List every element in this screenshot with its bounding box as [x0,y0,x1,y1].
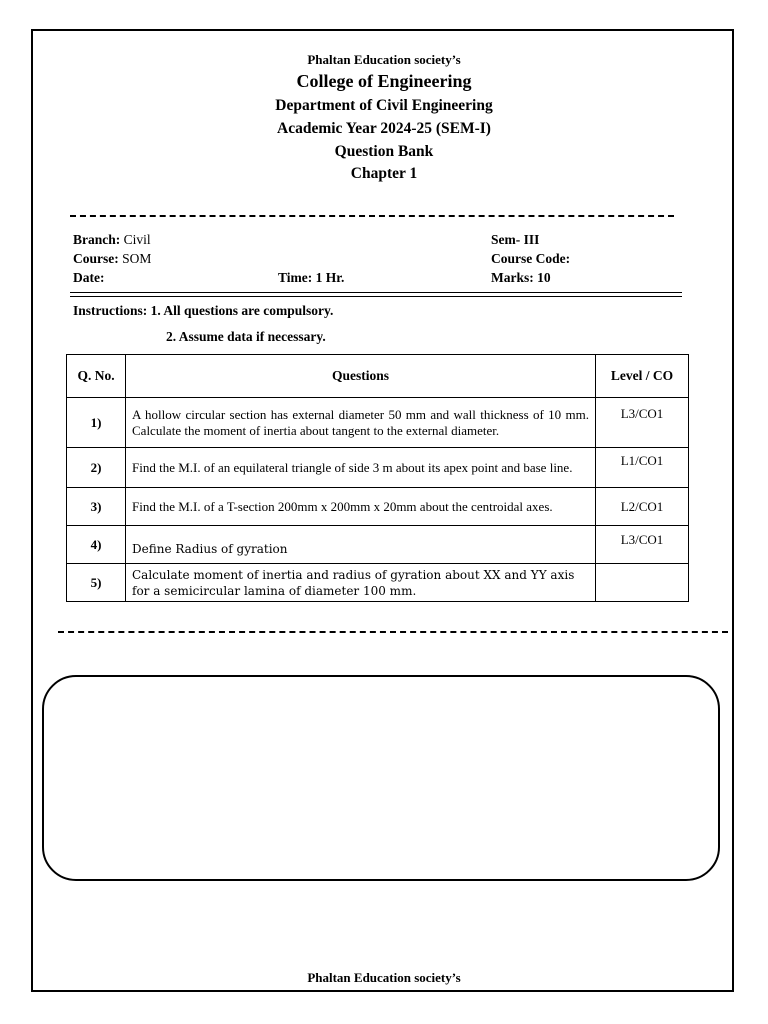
society-name: Phaltan Education society’s [307,52,461,67]
answer-box [42,675,720,881]
academic-year: Academic Year 2024-25 (SEM-I) [277,120,491,137]
sem-field [491,232,539,248]
question-text: Define Radius of gyration [126,526,596,564]
branch-field [73,232,151,248]
table-row [67,488,689,526]
table-row [67,526,689,564]
table-row [67,564,689,602]
double-rule [70,292,682,297]
level-co [596,564,689,602]
time-label: Time: 1 Hr. [278,270,345,285]
level-co: L1/CO1 [596,448,689,488]
level-co: L3/CO1 [596,398,689,448]
document-type: Question Bank [334,143,434,160]
branch-label: Branch: [73,232,121,247]
table-header-row [67,355,689,398]
header-level: Level / CO [596,355,689,398]
marks-field [491,270,551,286]
chapter-title: Chapter 1 [350,165,418,182]
college-name: College of Engineering [296,71,472,91]
question-number: 5) [67,564,126,602]
instruction-line-1: Instructions: 1. All questions are compulsory. [73,303,334,318]
instruction-line-2: 2. Assume data if necessary. [166,329,326,344]
footer-society-name: Phaltan Education society’s [307,970,461,985]
question-number: 4) [67,526,126,564]
sem-label: Sem- III [491,232,540,247]
dashed-divider-top [70,215,674,217]
level-co: L2/CO1 [596,488,689,526]
table-row [67,398,689,448]
time-field [278,270,344,286]
header-questions: Questions [126,355,596,398]
dashed-divider-bottom [58,631,728,633]
table-row [67,448,689,488]
question-text: A hollow circular section has external diameter 50 mm and wall thickness of 10 mm. Calculate the moment of inertia about tangent to the external diameter. [126,398,596,448]
date-label: Date: [73,270,105,285]
question-text: Calculate moment of inertia and radius of gyration about XX and YY axis for a semicircular lamina of diameter 100 mm. [126,564,596,602]
date-field [73,270,104,286]
question-text: Find the M.I. of a T-section 200mm x 200mm x 20mm about the centroidal axes. [126,488,596,526]
course-code-label: Course Code: [491,251,571,266]
header-qno: Q. No. [67,355,126,398]
question-number: 2) [67,448,126,488]
course-label: Course: [73,251,119,266]
question-text: Find the M.I. of an equilateral triangle of side 3 m about its apex point and base line. [126,448,596,488]
department-name: Department of Civil Engineering [275,97,493,114]
branch-value: Civil [120,232,151,247]
marks-label: Marks: 10 [491,270,551,285]
question-number: 3) [67,488,126,526]
course-value: SOM [118,251,152,266]
course-code-field [491,251,570,267]
level-co: L3/CO1 [596,526,689,564]
question-number: 1) [67,398,126,448]
course-field [73,251,151,267]
question-table [66,354,689,602]
